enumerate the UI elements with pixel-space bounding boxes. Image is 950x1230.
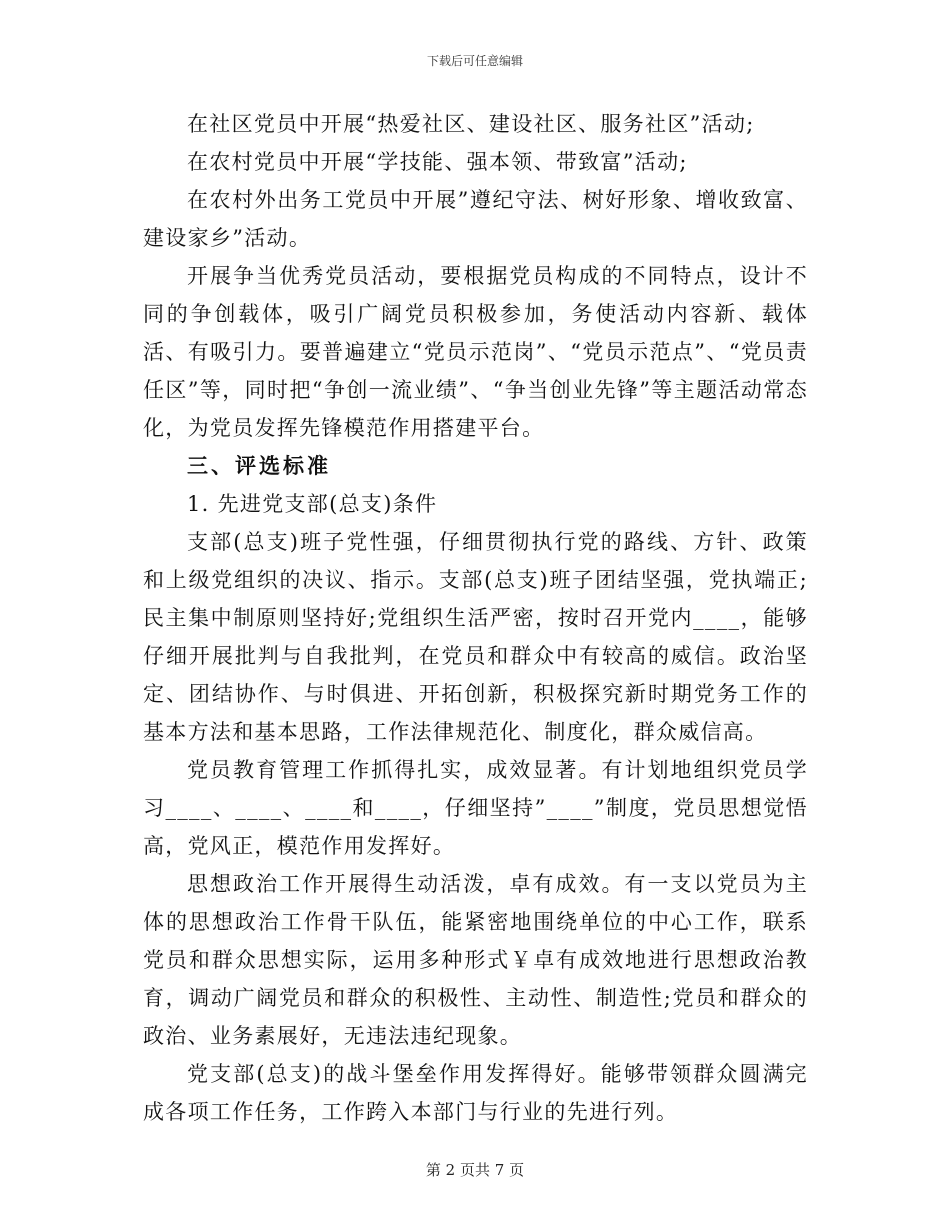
paragraph-excellent-member-activity: 开展争当优秀党员活动，要根据党员构成的不同特点，设计不同的争创载体，吸引广阔党员积极参加，务使活动内容新、载体活、有吸引力。要普遍建立“党员示范岗”、“党员示范点”、“党员责任区”等，同时把“争创一流业绩”、“争当创业先锋”等主题活动常态化，为党员发挥先锋模范作用搭建平台。 — [143, 264, 808, 440]
document-body — [143, 105, 808, 1131]
paragraph-fighting-fortress: 党支部(总支)的战斗堡垒作用发挥得好。能够带领群众圆满完成各项工作任务，工作跨入本部门与行业的先进行列。 — [143, 1062, 808, 1124]
paragraph-migrant-workers: 在农村外出务工党员中开展”遵纪守法、树好形象、增收致富、建设家乡”活动。 — [143, 188, 808, 250]
page-number: 第 2 页共 7 页 — [425, 1161, 525, 1179]
section-heading-criteria: 三、评选标准 — [187, 453, 331, 478]
paragraph-community: 在社区党员中开展“热爱社区、建设社区、服务社区”活动; — [187, 112, 755, 136]
page-header: 下载后可任意编辑 — [426, 54, 523, 68]
subheading-advanced-branch: 1. 先进党支部(总支)条件 — [187, 492, 438, 516]
paragraph-ideological-work: 思想政治工作开展得生动活泼，卓有成效。有一支以党员为主体的思想政治工作骨干队伍，能紧密地围绕单位的中心工作，联系党员和群众思想实际，运用多种形式￥卓有成效地进行思想政治教育，调动广阔党员和群众的积极性、主动性、制造性;党员和群众的政治、业务素展好，无违法违纪现象。 — [143, 872, 808, 1048]
paragraph-branch-leadership: 支部(总支)班子党性强，仔细贯彻执行党的路线、方针、政策和上级党组织的决议、指示。支部(总支)班子团结坚强，党执端正;民主集中制原则坚持好;党组织生活严密，按时召开党内____，能够仔细开展批判与自我批判，在党员和群众中有较高的威信。政治坚定、团结协作、与时俱进、开拓创新，积极探究新时期党务工作的基本方法和基本思路，工作法律规范化、制度化，群众威信高。 — [143, 530, 808, 744]
paragraph-rural: 在农村党员中开展“学技能、强本领、带致富”活动; — [187, 150, 688, 174]
paragraph-member-education: 党员教育管理工作抓得扎实，成效显著。有计划地组织党员学习____、____、____和____，仔细坚持”____”制度，党员思想觉悟高，党风正，模范作用发挥好。 — [143, 758, 808, 858]
